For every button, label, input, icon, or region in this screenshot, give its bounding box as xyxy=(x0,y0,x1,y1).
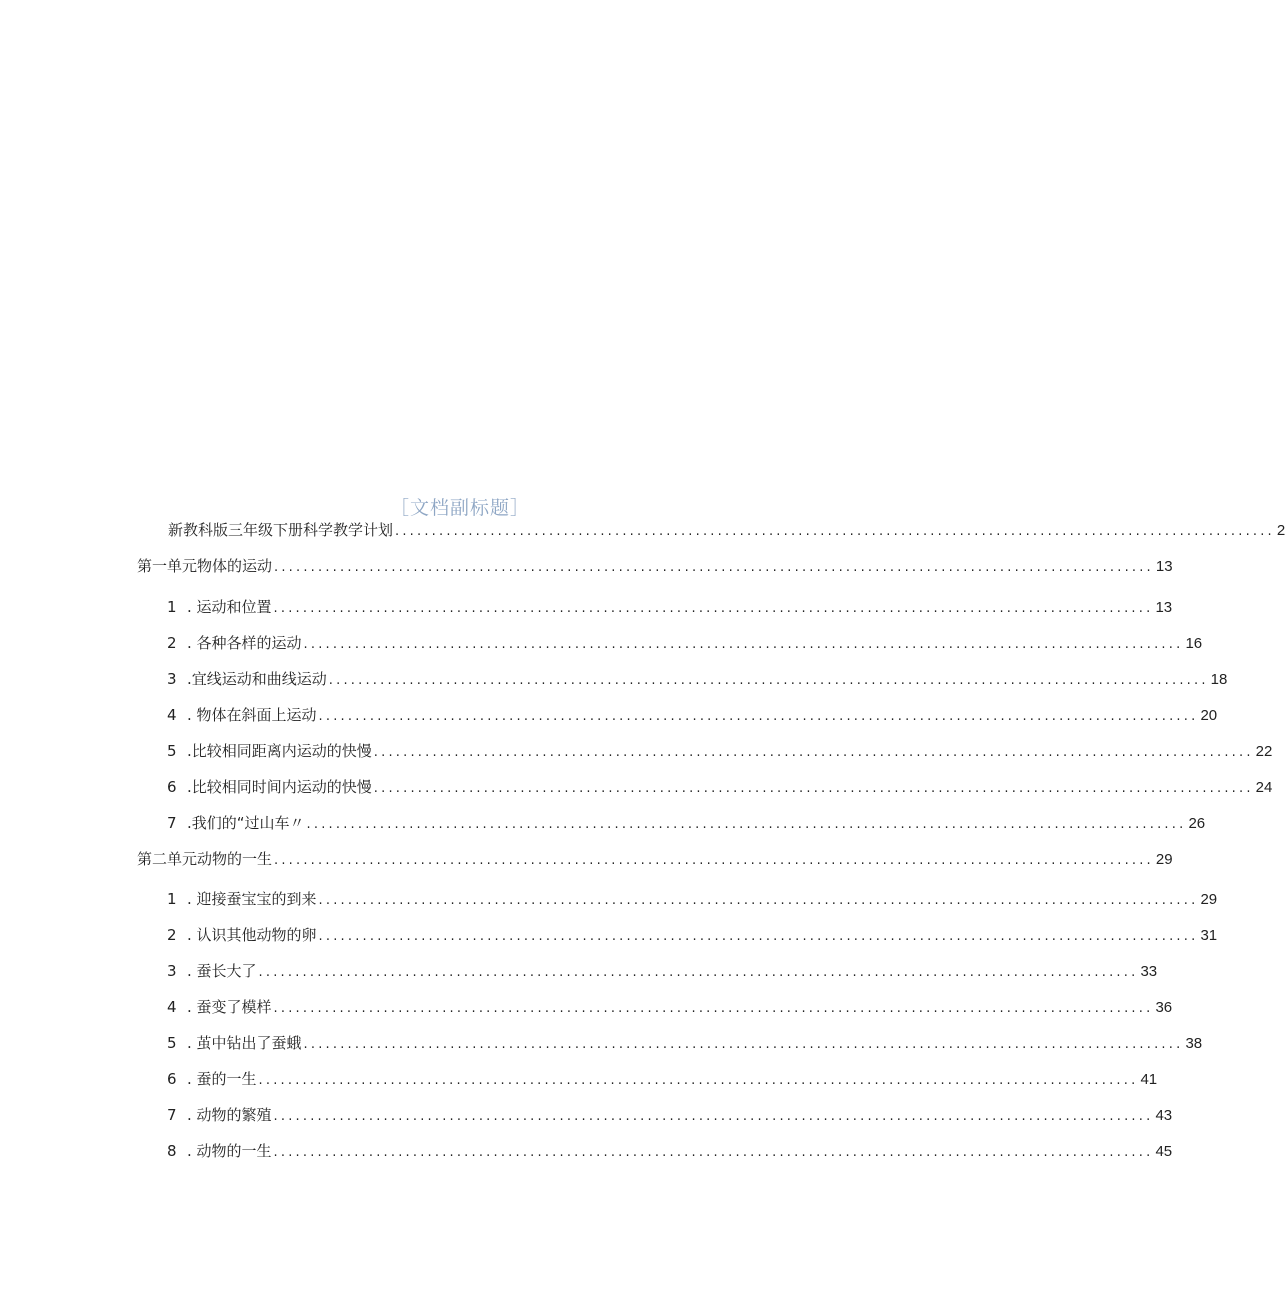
toc-entry-number: 3 xyxy=(167,670,177,688)
toc-entry-number: 1 xyxy=(167,598,177,616)
toc-page-number: 2 xyxy=(1276,522,1285,539)
toc-dot-leader: ........................................................................................................................ xyxy=(274,853,1154,868)
toc-entry-label: . 动物的繁殖 xyxy=(187,1106,272,1124)
toc-entry[interactable] xyxy=(0,668,1228,690)
toc-entry-label: . 蚕变了模样 xyxy=(187,998,272,1016)
toc-page-number: 13 xyxy=(1155,558,1173,575)
toc-entry[interactable] xyxy=(0,1140,1173,1162)
document-subtitle: ［文档副标题］ xyxy=(389,497,530,519)
toc-entry-label: . 迎接蚕宝宝的到来 xyxy=(187,890,317,908)
toc-dot-leader: ........................................................................................................................ xyxy=(373,745,1254,760)
toc-entry-number: 2 xyxy=(167,634,177,652)
toc-entry[interactable] xyxy=(0,1068,1158,1090)
toc-entry-label: . 蚕长大了 xyxy=(187,962,257,980)
toc-entry-label: 第一单元物体的运动 xyxy=(137,557,273,575)
toc-page-number: 45 xyxy=(1155,1143,1173,1160)
toc-entry[interactable] xyxy=(0,812,1206,834)
toc-entry[interactable] xyxy=(0,960,1158,982)
toc-entry-label: .比较相同距离内运动的快慢 xyxy=(187,742,372,760)
toc-dot-leader: ........................................................................................................................ xyxy=(373,781,1254,796)
toc-page-number: 31 xyxy=(1200,927,1218,944)
toc-entry-number: 7 xyxy=(167,1106,177,1124)
toc-page-number: 26 xyxy=(1188,815,1206,832)
toc-page-number: 33 xyxy=(1140,963,1158,980)
toc-page-number: 24 xyxy=(1255,779,1273,796)
toc-entry-label: 第二单元动物的一生 xyxy=(137,850,273,868)
toc-page-number: 29 xyxy=(1200,891,1218,908)
toc-dot-leader: ........................................................................................................................ xyxy=(395,524,1275,539)
toc-entry-number: 2 xyxy=(167,926,177,944)
toc-entry-number: 6 xyxy=(167,778,177,796)
toc-entry-label: . 各种各样的运动 xyxy=(187,634,302,652)
toc-entry[interactable] xyxy=(0,1104,1173,1126)
toc-dot-leader: ........................................................................................................................ xyxy=(318,929,1199,944)
toc-entry-label: .我们的“过山车〃 xyxy=(187,814,305,832)
toc-page-number: 43 xyxy=(1155,1107,1173,1124)
toc-dot-leader: ........................................................................................................................ xyxy=(273,1001,1154,1016)
toc-entry-label: . 动物的一生 xyxy=(187,1142,272,1160)
toc-dot-leader: ........................................................................................................................ xyxy=(258,1073,1139,1088)
toc-entry[interactable] xyxy=(0,596,1173,618)
toc-entry-number: 4 xyxy=(167,706,177,724)
toc-entry-label: . 认识其他动物的卵 xyxy=(187,926,317,944)
toc-page-number: 41 xyxy=(1140,1071,1158,1088)
toc-page-number: 13 xyxy=(1155,599,1173,616)
toc-dot-leader: ........................................................................................................................ xyxy=(328,673,1209,688)
toc-entry-number: 8 xyxy=(167,1142,177,1160)
toc-entry[interactable] xyxy=(0,1032,1203,1054)
toc-entry[interactable] xyxy=(0,632,1203,654)
toc-entry-number: 1 xyxy=(167,890,177,908)
toc-entry[interactable] xyxy=(0,555,1173,577)
toc-entry[interactable] xyxy=(0,740,1273,762)
toc-entry[interactable] xyxy=(0,888,1218,910)
toc-entry-number: 5 xyxy=(167,742,177,760)
toc-dot-leader: ........................................................................................................................ xyxy=(303,637,1184,652)
toc-page-number: 20 xyxy=(1200,707,1218,724)
toc-entry[interactable] xyxy=(0,924,1218,946)
toc-dot-leader: ........................................................................................................................ xyxy=(318,709,1199,724)
toc-entry-number: 6 xyxy=(167,1070,177,1088)
toc-dot-leader: ........................................................................................................................ xyxy=(273,1109,1154,1124)
toc-dot-leader: ........................................................................................................................ xyxy=(274,560,1154,575)
toc-page-number: 18 xyxy=(1210,671,1228,688)
toc-page-number: 16 xyxy=(1185,635,1203,652)
toc-entry[interactable] xyxy=(0,704,1218,726)
toc-entry-label: .比较相同时间内运动的快慢 xyxy=(187,778,372,796)
toc-entry-label: .宜线运动和曲线运动 xyxy=(187,670,327,688)
toc-dot-leader: ........................................................................................................................ xyxy=(273,1145,1154,1160)
toc-page-number: 38 xyxy=(1185,1035,1203,1052)
toc-page-number: 29 xyxy=(1155,851,1173,868)
toc-entry[interactable] xyxy=(0,776,1273,798)
toc-page-number: 36 xyxy=(1155,999,1173,1016)
toc-entry-label: 新教科版三年级下册科学教学计划 xyxy=(168,521,394,539)
toc-entry-number: 5 xyxy=(167,1034,177,1052)
toc-entry-label: . 蚕的一生 xyxy=(187,1070,257,1088)
toc-entry-label: . 茧中钻出了蚕蛾 xyxy=(187,1034,302,1052)
toc-dot-leader: ........................................................................................................................ xyxy=(318,893,1199,908)
toc-dot-leader: ........................................................................................................................ xyxy=(258,965,1139,980)
toc-entry-label: . 运动和位置 xyxy=(187,598,272,616)
toc-entry[interactable] xyxy=(0,996,1173,1018)
toc-entry-number: 7 xyxy=(167,814,177,832)
toc-entry-number: 4 xyxy=(167,998,177,1016)
toc-dot-leader: ........................................................................................................................ xyxy=(303,1037,1184,1052)
toc-entry[interactable] xyxy=(0,519,1285,541)
toc-entry[interactable] xyxy=(0,848,1173,870)
toc-page-number: 22 xyxy=(1255,743,1273,760)
toc-entry-number: 3 xyxy=(167,962,177,980)
toc-dot-leader: ........................................................................................................................ xyxy=(273,601,1154,616)
toc-entry-label: . 物体在斜面上运动 xyxy=(187,706,317,724)
toc-dot-leader: ........................................................................................................................ xyxy=(306,817,1187,832)
